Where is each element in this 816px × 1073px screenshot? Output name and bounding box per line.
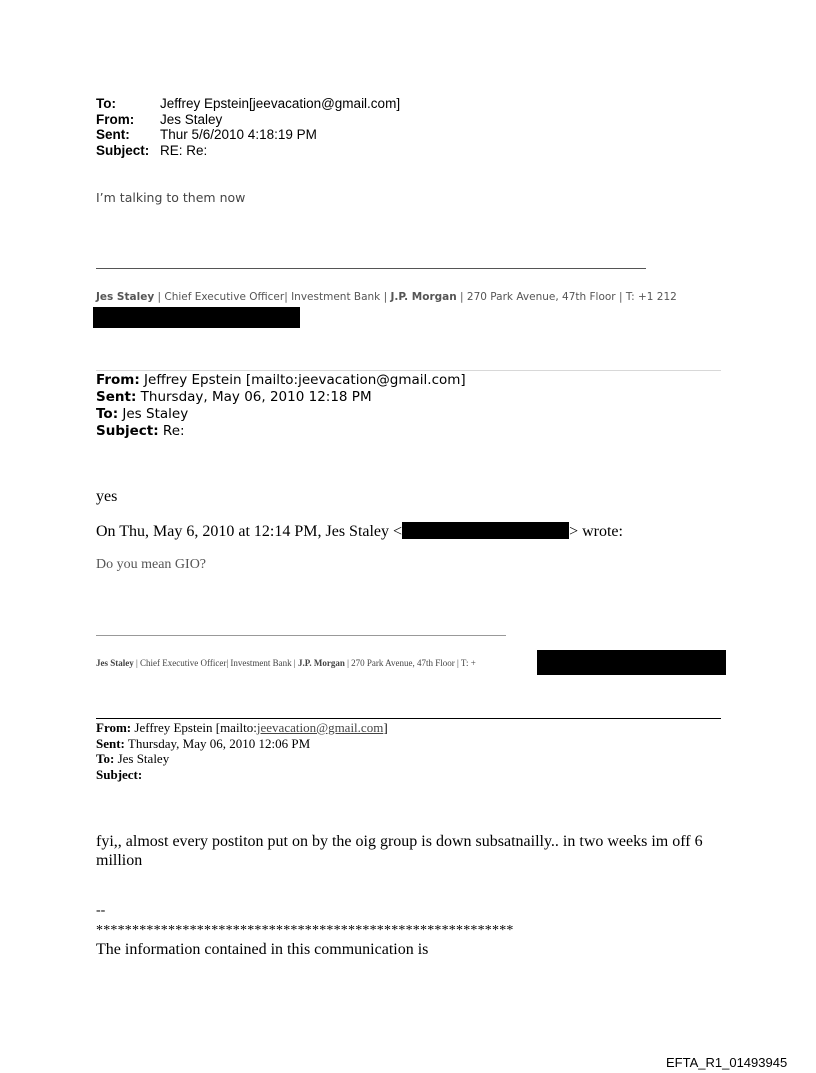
disclaimer-text: The information contained in this communication is: [96, 941, 429, 958]
inner-quote-body: Do you mean GIO?: [96, 557, 207, 572]
from-row: [96, 112, 400, 128]
subject-row: [96, 143, 400, 159]
email-link[interactable]: jeevacation@gmail.com: [256, 720, 384, 735]
redaction-block: [402, 522, 569, 539]
signature-divider: [96, 635, 506, 636]
quoted2-body: fyi,, almost every postiton put on by the oig group is down subsatnailly.. in two weeks im off 6 million: [96, 833, 703, 869]
to-label: To:: [96, 96, 116, 111]
quote-divider: [96, 718, 721, 719]
redaction-block: [93, 307, 300, 328]
signature-address: | 270 Park Avenue, 47th Floor | T: +1 212: [456, 291, 677, 303]
signature-title: | Chief Executive Officer| Investment Bank |: [154, 291, 391, 303]
disclaimer-stars: **********************************************************: [96, 923, 514, 938]
signature-company: J.P. Morgan: [297, 658, 345, 668]
signature-line-2: [96, 658, 476, 668]
signature-divider: [96, 268, 646, 269]
quote-attribution: [96, 522, 623, 541]
document-id: EFTA_R1_01493945: [666, 1055, 788, 1070]
quoted1-to: To: Jes Staley: [96, 406, 189, 422]
signature-title: | Chief Executive Officer| Investment Bank |: [133, 658, 298, 668]
quoted2-to: To: Jes Staley: [96, 751, 170, 766]
sent-value: Thur 5/6/2010 4:18:19 PM: [160, 127, 317, 142]
quoted1-sent: Sent: Thursday, May 06, 2010 12:18 PM: [96, 389, 372, 405]
from-label: From:: [96, 111, 135, 127]
sent-row: [96, 127, 400, 143]
attribution-suffix: > wrote:: [569, 523, 623, 540]
quote-divider: [96, 370, 721, 371]
to-row: [96, 96, 400, 112]
reply-body: I’m talking to them now: [96, 190, 246, 205]
redaction-block: [537, 650, 726, 675]
signature-address: | 270 Park Avenue, 47th Floor | T: +: [344, 658, 476, 668]
sent-label: Sent:: [96, 127, 130, 142]
quoted-header-1: [96, 372, 466, 440]
to-value: Jeffrey Epstein[jeevacation@gmail.com]: [160, 96, 401, 111]
from-value: Jes Staley: [160, 111, 223, 127]
quoted1-from: From: Jeffrey Epstein [mailto:jeevacation@gmail.com]: [96, 372, 466, 388]
signature-name: Jes Staley: [96, 658, 134, 668]
signature-name: Jes Staley: [96, 291, 155, 303]
signature-line: [96, 291, 677, 303]
attribution-prefix: On Thu, May 6, 2010 at 12:14 PM, Jes Staley <: [96, 523, 403, 540]
quoted1-subject: Subject: Re:: [96, 423, 185, 439]
subject-value: RE: Re:: [160, 142, 208, 158]
signature-company: J.P. Morgan: [390, 291, 457, 303]
quoted-header-2: [96, 720, 388, 782]
subject-label: Subject:: [96, 142, 150, 158]
signature-dashes: --: [96, 903, 106, 918]
quoted2-subject: Subject:: [96, 766, 143, 782]
quoted2-sent: Sent: Thursday, May 06, 2010 12:06 PM: [96, 735, 311, 751]
email-header: [96, 96, 400, 158]
quoted1-body: yes: [96, 488, 118, 505]
quoted2-from: From: Jeffrey Epstein [mailto:jeevacation@gmail.com]: [96, 720, 388, 735]
